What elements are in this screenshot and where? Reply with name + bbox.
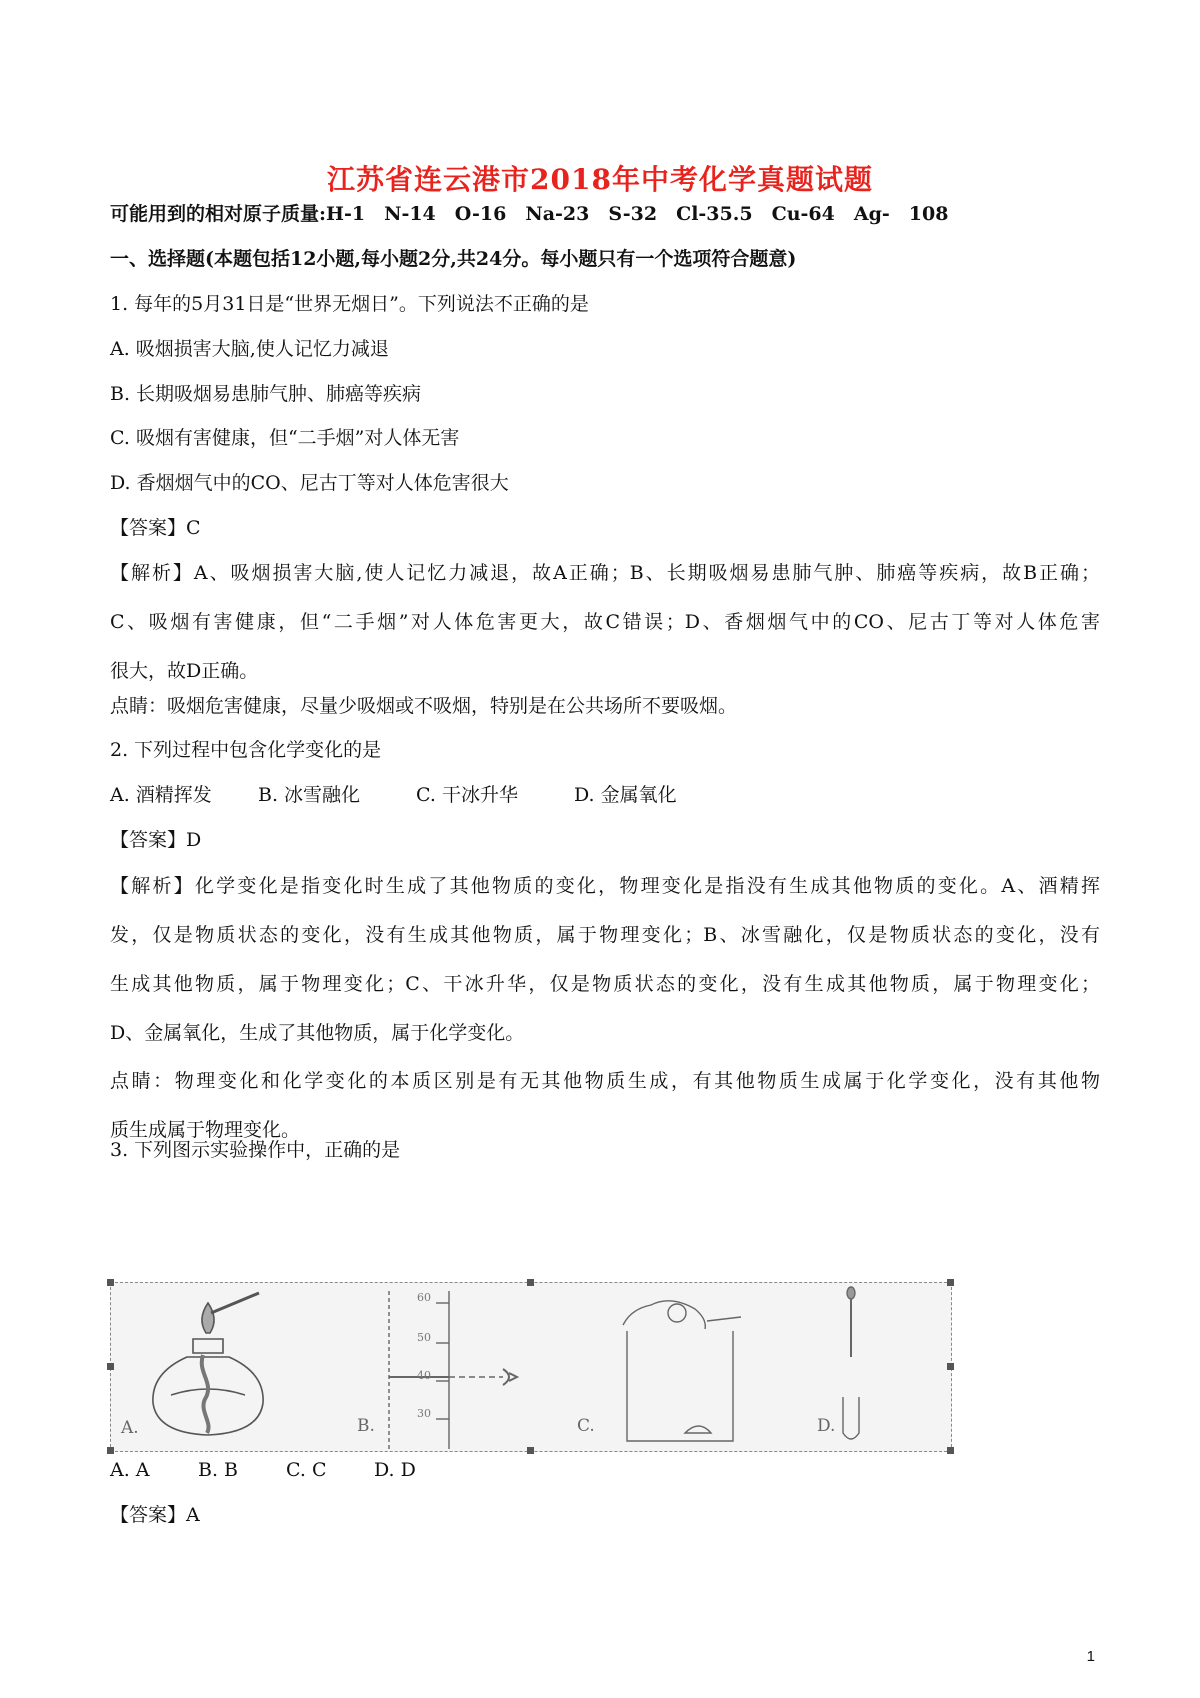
q1-option-c: C. 吸烟有害健康，但“二手烟”对人体无害 xyxy=(110,427,460,449)
resize-handle xyxy=(527,1279,534,1286)
q1-analysis xyxy=(110,549,1100,696)
figure-label: C. xyxy=(577,1416,595,1436)
q1-note: 点睛：吸烟危害健康，尽量少吸烟或不吸烟，特别是在公共场所不要吸烟。 xyxy=(110,695,738,717)
q2-option-d: D. 金属氧化 xyxy=(574,784,677,806)
q1-stem: 1. 每年的5月31日是“世界无烟日”。下列说法不正确的是 xyxy=(110,293,589,315)
dropper-test-tube-illustration xyxy=(843,1287,859,1439)
page-title: 江苏省连云港市2018年中考化学真题试题 xyxy=(327,163,873,196)
q1-analysis-line: 【解析】A、吸烟损害大脑,使人记忆力减退，故A正确；B、长期吸烟易患肺气肿、肺癌等疾病，故B正确； xyxy=(110,562,1100,584)
q2-option-a: A. 酒精挥发 xyxy=(110,784,212,806)
q2-stem: 2. 下列过程中包含化学变化的是 xyxy=(110,739,382,761)
container-illustration xyxy=(623,1301,741,1441)
q2-note-line: 质生成属于物理变化。 xyxy=(110,1119,301,1141)
q2-options xyxy=(110,783,1100,807)
q3-option-b: B. B xyxy=(198,1459,239,1481)
q2-analysis-line: D、金属氧化，生成了其他物质，属于化学变化。 xyxy=(110,1022,525,1044)
q2-analysis-line: 生成其他物质，属于物理变化；C、干冰升华，仅是物质状态的变化，没有生成其他物质，属于物理变化； xyxy=(110,973,1100,995)
resize-handle xyxy=(107,1279,114,1286)
page-number: 1 xyxy=(1086,1648,1095,1665)
q1-option-d: D. 香烟烟气中的CO、尼古丁等对人体危害很大 xyxy=(110,472,509,494)
q3-option-c: C. C xyxy=(286,1459,327,1481)
cylinder-tick: 60 xyxy=(417,1291,431,1304)
q2-option-b: B. 冰雪融化 xyxy=(258,784,361,806)
resize-handle xyxy=(947,1363,954,1370)
lab-figure-drawing xyxy=(111,1283,951,1451)
q2-analysis-line: 【解析】化学变化是指变化时生成了其他物质的变化，物理变化是指没有生成其他物质的变化。A、酒精挥 xyxy=(110,875,1100,897)
q2-answer: 【答案】D xyxy=(110,829,202,851)
lab-operations-figure xyxy=(110,1282,952,1452)
section-heading: 一、选择题(本题包括12小题,每小题2分,共24分。每小题只有一个选项符合题意) xyxy=(110,248,797,270)
q2-analysis xyxy=(110,862,1100,1058)
q3-answer: 【答案】A xyxy=(110,1504,200,1526)
q2-analysis-line: 发，仅是物质状态的变化，没有生成其他物质，属于物理变化；B、冰雪融化，仅是物质状态的变化，没有 xyxy=(110,924,1100,946)
resize-handle xyxy=(947,1279,954,1286)
q2-option-c: C. 干冰升华 xyxy=(416,784,518,806)
q1-answer: 【答案】C xyxy=(110,517,201,539)
cylinder-tick: 40 xyxy=(417,1369,431,1382)
figure-label: D. xyxy=(817,1416,836,1436)
cylinder-tick: 30 xyxy=(417,1407,431,1420)
q3-option-a: A. A xyxy=(110,1459,150,1481)
cylinder-tick: 50 xyxy=(417,1331,431,1344)
q1-analysis-line: 很大，故D正确。 xyxy=(110,660,259,682)
q1-option-b: B. 长期吸烟易患肺气肿、肺癌等疾病 xyxy=(110,383,422,405)
q2-note-line: 点睛：物理变化和化学变化的本质区别是有无其他物质生成，有其他物质生成属于化学变化，没有其他物 xyxy=(110,1070,1100,1092)
resize-handle xyxy=(107,1363,114,1370)
figure-label: A. xyxy=(121,1418,139,1438)
q1-analysis-line: C、吸烟有害健康，但“二手烟”对人体危害更大，故C错误；D、香烟烟气中的CO、尼古丁等对人体危害 xyxy=(110,611,1100,633)
q3-stem: 3. 下列图示实验操作中，正确的是 xyxy=(110,1139,401,1161)
q3-options xyxy=(110,1458,1100,1482)
q3-option-d: D. D xyxy=(374,1459,416,1481)
resize-handle xyxy=(527,1447,534,1454)
alcohol-lamp-illustration xyxy=(153,1293,263,1435)
figure-label: B. xyxy=(357,1416,375,1436)
resize-handle xyxy=(107,1447,114,1454)
q1-option-a: A. 吸烟损害大脑,使人记忆力减退 xyxy=(110,338,389,360)
resize-handle xyxy=(947,1447,954,1454)
atomic-masses: 可能用到的相对原子质量:H-1 N-14 O-16 Na-23 S-32 Cl-35.5 Cu-64 Ag- 108 xyxy=(110,203,949,225)
graduated-cylinder-illustration xyxy=(389,1291,517,1449)
